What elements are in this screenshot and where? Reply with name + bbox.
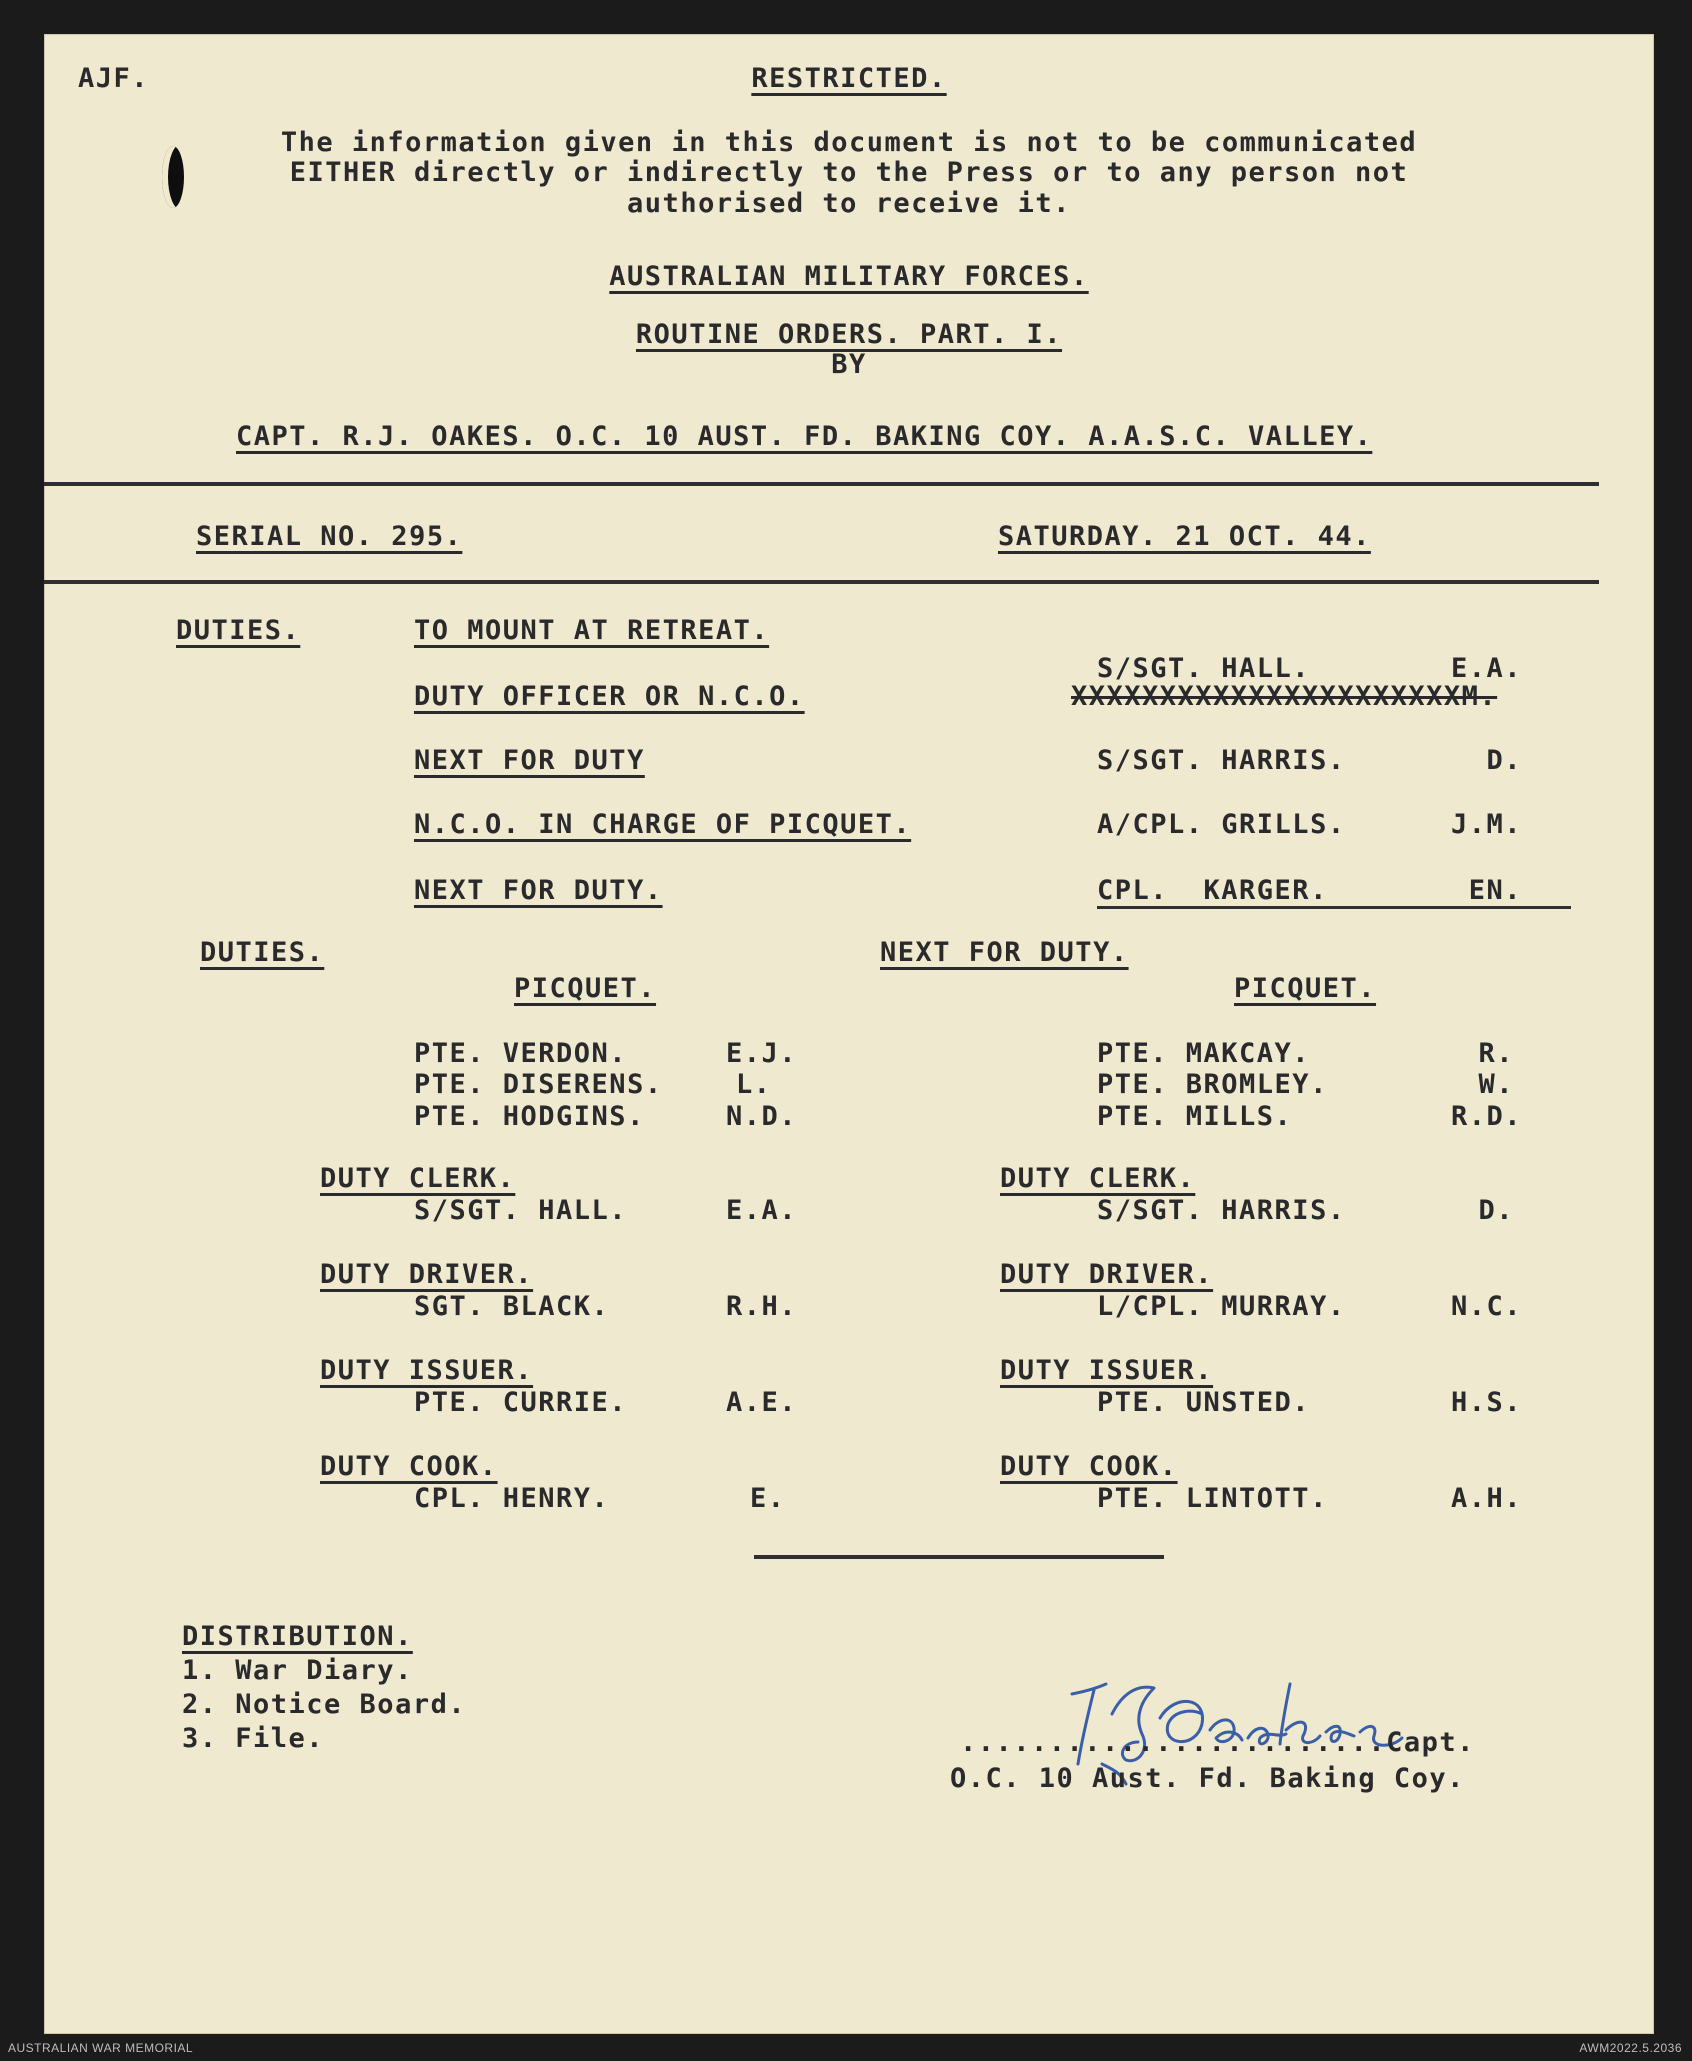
clerk-left-name: S/SGT. HALL.	[414, 1195, 628, 1226]
orders-title: ROUTINE ORDERS. PART. I.	[635, 319, 1063, 350]
duty-officer-struck: XXXXXXXXXXXXXXXXXXXXXXM.	[1071, 681, 1498, 712]
picquet-left-init-1: E.J.	[726, 1038, 798, 1069]
archive-reference: AWM2022.5.2036	[1579, 2041, 1682, 2055]
next-for-duty-name-1: S/SGT. HARRIS.	[1097, 745, 1346, 776]
nco-picquet-name: A/CPL. GRILLS.	[1097, 809, 1346, 840]
clerk-right-init: D.	[1478, 1195, 1514, 1226]
clerk-right-heading: DUTY CLERK.	[1000, 1163, 1196, 1194]
driver-left-name: SGT. BLACK.	[414, 1291, 610, 1322]
org-heading: AUSTRALIAN MILITARY FORCES.	[609, 261, 1089, 292]
signature-dots-capt: ........................Capt.	[960, 1727, 1475, 1758]
duty-to-mount: TO MOUNT AT RETREAT.	[414, 615, 770, 646]
notice-line-2: EITHER directly or indirectly to the Press or to any person not	[289, 157, 1409, 188]
picquet-left-init-2: L.	[736, 1069, 772, 1100]
svg-text:RJOakes: RJOakes	[1042, 1654, 1047, 1655]
issuer-left-heading: DUTY ISSUER.	[320, 1355, 534, 1386]
next-for-duty-init-2: EN.	[1468, 875, 1522, 906]
cook-left-name: CPL. HENRY.	[414, 1483, 610, 1514]
nco-picquet-label: N.C.O. IN CHARGE OF PICQUET.	[414, 809, 912, 840]
notice-line-3: authorised to receive it.	[627, 188, 1071, 219]
picquet-left-name-1: PTE. VERDON.	[414, 1038, 628, 1069]
distribution-item-1: 1. War Diary.	[182, 1655, 413, 1686]
distribution-item-3: 3. File.	[182, 1723, 325, 1754]
cook-right-init: A.H.	[1450, 1483, 1522, 1514]
serial-number: SERIAL NO. 295.	[196, 521, 463, 552]
issuer-line: CAPT. R.J. OAKES. O.C. 10 AUST. FD. BAKING COY. A.A.S.C. VALLEY.	[236, 421, 1373, 452]
notice-line-1: The information given in this document is not to be communicated	[280, 127, 1418, 158]
picquet-right-init-3: R.D.	[1450, 1101, 1522, 1132]
issuer-left-init: A.E.	[726, 1387, 798, 1418]
duties-left-heading: DUTIES.	[200, 937, 325, 968]
by-line: BY	[831, 349, 867, 380]
cook-left-heading: DUTY COOK.	[320, 1451, 498, 1482]
picquet-left-heading: PICQUET.	[514, 973, 657, 1004]
duty-officer-label: DUTY OFFICER OR N.C.O.	[414, 681, 805, 712]
clerk-right-name: S/SGT. HARRIS.	[1097, 1195, 1346, 1226]
picquet-right-init-1: R.	[1478, 1038, 1514, 1069]
duties-right-heading: NEXT FOR DUTY.	[880, 937, 1129, 968]
issuer-right-name: PTE. UNSTED.	[1097, 1387, 1311, 1418]
next-for-duty-name-2: CPL. KARGER.	[1097, 875, 1328, 906]
picquet-left-name-3: PTE. HODGINS.	[414, 1101, 645, 1132]
picquet-left-name-2: PTE. DISERENS.	[414, 1069, 663, 1100]
issuer-left-name: PTE. CURRIE.	[414, 1387, 628, 1418]
signature-appointment: O.C. 10 Aust. Fd. Baking Coy.	[950, 1763, 1465, 1794]
driver-right-name: L/CPL. MURRAY.	[1097, 1291, 1346, 1322]
serial-date: SATURDAY. 21 OCT. 44.	[998, 521, 1371, 552]
divider-top	[44, 482, 1599, 486]
distribution-heading: DISTRIBUTION.	[182, 1621, 413, 1652]
underline-next-duty	[1097, 906, 1571, 909]
issuer-right-init: H.S.	[1450, 1387, 1522, 1418]
next-for-duty-label-2: NEXT FOR DUTY.	[414, 875, 663, 906]
document-page	[44, 34, 1654, 2034]
archive-credit: AUSTRALIAN WAR MEMORIAL	[8, 2041, 194, 2055]
driver-right-heading: DUTY DRIVER.	[1000, 1259, 1214, 1290]
cook-right-heading: DUTY COOK.	[1000, 1451, 1178, 1482]
driver-left-heading: DUTY DRIVER.	[320, 1259, 534, 1290]
driver-left-init: R.H.	[726, 1291, 798, 1322]
driver-right-init: N.C.	[1450, 1291, 1522, 1322]
next-for-duty-init-1: D.	[1486, 745, 1522, 776]
clerk-left-init: E.A.	[726, 1195, 798, 1226]
to-mount-name: S/SGT. HALL.	[1097, 653, 1311, 684]
divider-end	[754, 1555, 1164, 1559]
divider-serial	[44, 580, 1599, 584]
next-for-duty-label-1: NEXT FOR DUTY	[414, 745, 645, 776]
picquet-right-init-2: W.	[1478, 1069, 1514, 1100]
file-reference: AJF.	[78, 63, 150, 94]
nco-picquet-init: J.M.	[1450, 809, 1522, 840]
distribution-item-2: 2. Notice Board.	[182, 1689, 467, 1720]
picquet-right-name-1: PTE. MAKCAY.	[1097, 1038, 1311, 1069]
cook-left-init: E.	[750, 1483, 786, 1514]
classification-heading: RESTRICTED.	[751, 63, 947, 94]
clerk-left-heading: DUTY CLERK.	[320, 1163, 516, 1194]
issuer-right-heading: DUTY ISSUER.	[1000, 1355, 1214, 1386]
picquet-right-name-3: PTE. MILLS.	[1097, 1101, 1293, 1132]
picquet-left-init-3: N.D.	[726, 1101, 798, 1132]
to-mount-initials: E.A.	[1450, 653, 1522, 684]
picquet-right-name-2: PTE. BROMLEY.	[1097, 1069, 1328, 1100]
duties-heading: DUTIES.	[176, 615, 301, 646]
cook-right-name: PTE. LINTOTT.	[1097, 1483, 1328, 1514]
picquet-right-heading: PICQUET.	[1234, 973, 1377, 1004]
